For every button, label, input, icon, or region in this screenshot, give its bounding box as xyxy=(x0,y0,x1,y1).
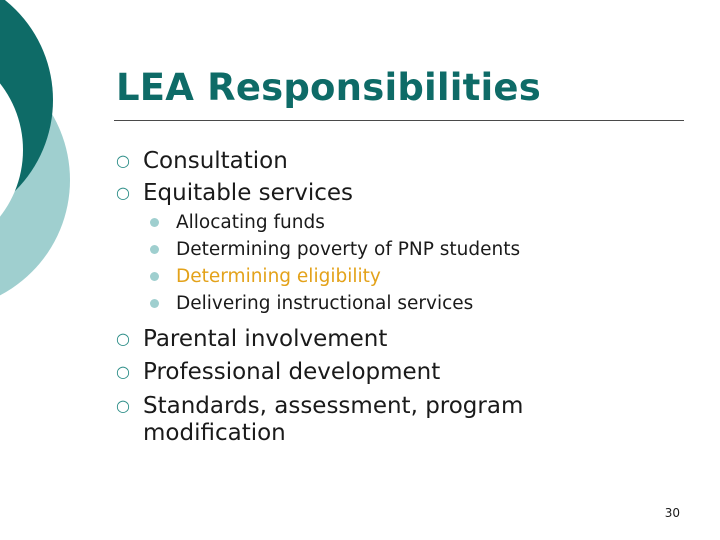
sub-item-label: Allocating funds xyxy=(176,212,325,233)
filled-dot-icon xyxy=(150,218,159,227)
filled-dot-icon xyxy=(150,272,159,281)
hollow-circle-icon: ○ xyxy=(116,362,130,381)
list-item-label: modification xyxy=(143,420,286,446)
slide-title: LEA Responsibilities xyxy=(116,66,541,109)
sub-item-label: Delivering instructional services xyxy=(176,293,474,314)
list-item-label: Parental involvement xyxy=(143,326,388,352)
list-item-label: Consultation xyxy=(143,148,288,174)
list-item-label: Equitable services xyxy=(143,180,354,206)
filled-dot-icon xyxy=(150,299,159,308)
hollow-circle-icon: ○ xyxy=(116,151,130,170)
list-item-label: Standards, assessment, program xyxy=(143,393,524,419)
hollow-circle-icon: ○ xyxy=(116,329,130,348)
sub-item-label: Determining poverty of PNP students xyxy=(176,239,521,260)
list-item-label: Professional development xyxy=(143,359,441,385)
hollow-circle-icon: ○ xyxy=(116,396,130,415)
sub-item-label-highlighted: Determining eligibility xyxy=(176,266,381,287)
hollow-circle-icon: ○ xyxy=(116,183,130,202)
page-number: 30 xyxy=(664,506,680,520)
filled-dot-icon xyxy=(150,245,159,254)
